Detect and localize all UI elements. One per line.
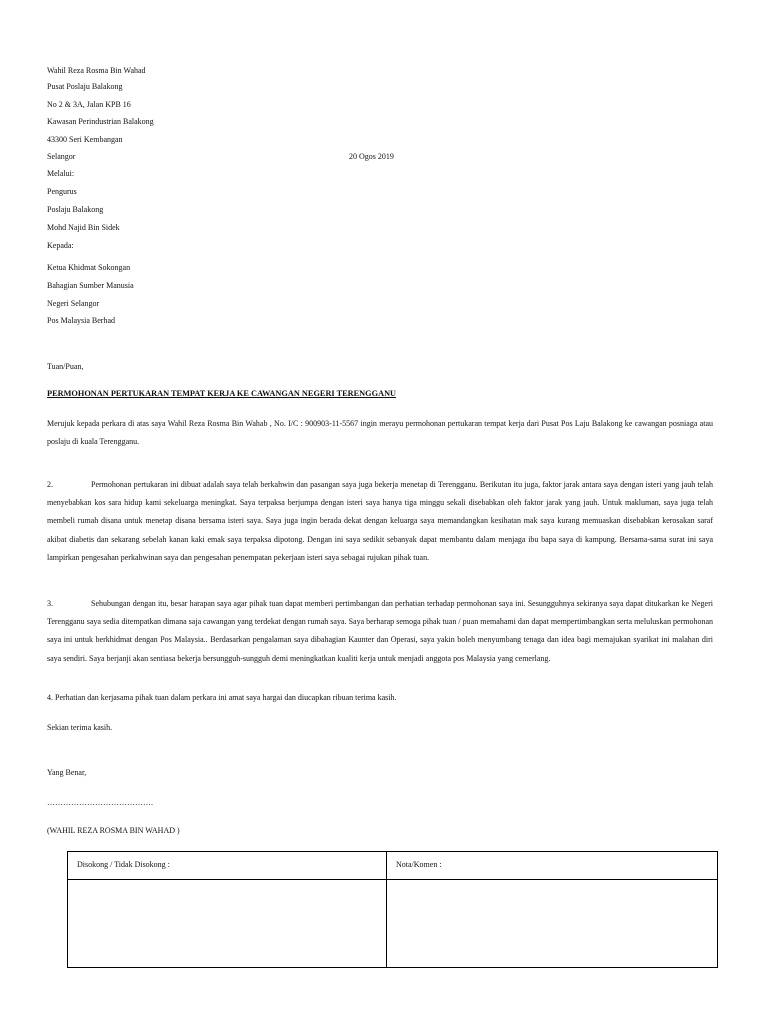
recipient-line: Pos Malaysia Berhad xyxy=(47,316,115,325)
sender-address-line: Selangor xyxy=(47,152,76,161)
comment-entry-cell[interactable] xyxy=(387,880,718,968)
signature-line: …………………………………. xyxy=(47,798,153,807)
signoff: Yang Benar, xyxy=(47,768,87,777)
support-header-cell xyxy=(68,852,387,880)
subject-heading: PERMOHONAN PERTUKARAN TEMPAT KERJA KE CAWANGAN NEGERI TERENGGANU xyxy=(47,389,397,398)
body-paragraph xyxy=(47,595,713,668)
paragraph-number: 3. xyxy=(47,599,53,608)
sender-address-line: 43300 Seri Kembangan xyxy=(47,135,123,144)
via-line: Poslaju Balakong xyxy=(47,205,104,214)
sender-address-line: Kawasan Perindustrian Balakong xyxy=(47,117,154,126)
comment-header-cell xyxy=(387,852,718,880)
sender-address-line: No 2 & 3A, Jalan KPB 16 xyxy=(47,100,131,109)
sender-address-line: Pusat Poslaju Balakong xyxy=(47,82,123,91)
approval-table xyxy=(67,851,718,968)
salutation: Tuan/Puan, xyxy=(47,362,84,371)
via-label: Melalui: xyxy=(47,169,75,178)
intro-paragraph: Merujuk kepada perkara di atas saya Wahil Reza Rosma Bin Wahab , No. I/C : 900903-11-5567 ingin merayu permohonan pertukaran tempat kerja dari Pusat Pos Laju Balakong ke cawangan posniaga atau poslaju di kuala Terengganu. xyxy=(47,419,713,447)
support-header: Disokong / Tidak Disokong : xyxy=(77,860,170,869)
recipient-label: Kepada: xyxy=(47,241,74,250)
closing-paragraph: 4. Perhatian dan kerjasama pihak tuan dalam perkara ini amat saya hargai dan diucapkan ribuan terima kasih. xyxy=(47,693,397,702)
paragraph-text: Sehubungan dengan itu, besar harapan saya agar pihak tuan dapat memberi pertimbangan dan perhatian terhadap permohonan saya ini. Sesungguhnya sekiranya saya dapat ditukarkan ke Negeri Terengganu saya sedia ditempatkan dimana saja cawangan yang terdekat dengan rumah saya. Saya berharap semoga pihak tuan / puan memahami dan dapat mempertimbangkan serta meluluskan permohonan saya ini untuk berkhidmat dengan Pos Malaysia.. Berdasarkan pengalaman saya dibahagian Kaunter dan Operasi, saya yakin boleh menyumbang tenaga dan idea bagi memajukan syarikat ini malahan diri saya sendiri. Saya berjanji akan sentiasa bekerja bersungguh-sungguh demi meningkatkan kualiti kerja untuk menjadi anggota pos Malaysia yang cemerlang. xyxy=(47,599,713,663)
support-entry-cell[interactable] xyxy=(68,880,387,968)
recipient-line: Ketua Khidmat Sokongan xyxy=(47,263,131,272)
recipient-line: Negeri Selangor xyxy=(47,299,100,308)
recipient-line: Bahagian Sumber Manusia xyxy=(47,281,134,290)
signer-name: (WAHIL REZA ROSMA BIN WAHAD ) xyxy=(47,826,180,835)
closing-line: Sekian terima kasih. xyxy=(47,723,113,732)
via-line: Mohd Najid Bin Sidek xyxy=(47,223,120,232)
comment-header: Nota/Komen : xyxy=(396,860,442,869)
sender-name: Wahil Reza Rosma Bin Wahad xyxy=(47,66,146,75)
paragraph-number: 2. xyxy=(47,480,53,489)
letter-date: 20 Ogos 2019 xyxy=(349,152,394,161)
paragraph-text: Permohonan pertukaran ini dibuat adalah saya telah berkahwin dan pasangan saya juga bekerja menetap di Terengganu. Berikutan itu juga, faktor jarak antara saya dengan isteri yang jauh telah menyebabkan kos sara hidup kami sekeluarga meningkat. Saya terpaksa berjumpa dengan isteri saya hanya tiga minggu sekali disebabkan oleh faktor jarak yang jauh. Untuk makluman, saya juga telah membeli rumah disana untuk menetap disana bersama isteri saya. Saya juga ingin berada dekat dengan keluarga saya memandangkan kesihatan mak saya kurang memuaskan disebabkan kerosakan saraf akibat diabetis dan sekarang sebelah kanan kaki emak saya terpaksa dipotong. Dengan ini saya sedikit sebanyak dapat membantu dalam menjaga ibu bapa saya di kampung. Bersama-sama surat ini saya lampirkan pengesahan perkahwinan saya dan pengesahan penempatan pekerjaan isteri saya sebagai rujukan pihak tuan. xyxy=(47,480,713,562)
body-paragraph xyxy=(47,476,713,567)
via-line: Pengurus xyxy=(47,187,77,196)
